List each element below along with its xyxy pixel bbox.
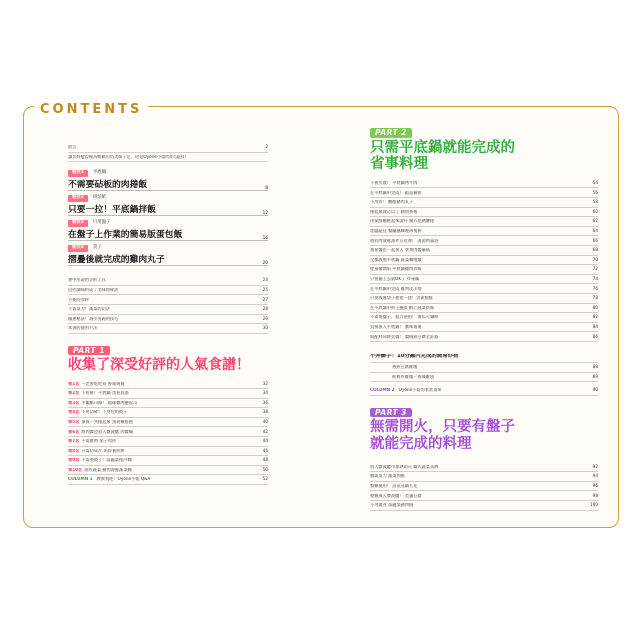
toc-entry-text [68, 391, 254, 395]
page-number: 40 [262, 418, 268, 424]
secret-tag: 秘技3 [68, 220, 88, 226]
recipe-title: 香煎豆腐雞塊 [392, 365, 418, 370]
recipe-row[interactable] [370, 236, 598, 246]
secret-tag: 秘技1 [68, 170, 88, 176]
rank-label: 第3名 [68, 400, 80, 405]
recipe-row[interactable] [370, 294, 598, 304]
column-label: COLUMN 1 [68, 477, 93, 482]
page-number: 88 [592, 364, 598, 370]
ranking-row[interactable] [68, 379, 268, 389]
page-number: 94 [592, 473, 598, 479]
misc-row[interactable] [68, 305, 268, 315]
page-number: 92 [592, 463, 598, 469]
recipe-row[interactable] [370, 256, 598, 266]
toc-entry-text [370, 306, 584, 310]
misc-row[interactable] [68, 286, 268, 296]
misc-row[interactable] [68, 295, 268, 305]
misc-row[interactable] [68, 324, 268, 334]
recipe-title: 只需切成片 馬鈴薯煎餅 [81, 448, 125, 453]
rank-label: 第10名 [68, 467, 83, 472]
misc-row[interactable] [68, 315, 268, 325]
ranking-row[interactable] [68, 418, 268, 428]
part2-title [370, 140, 598, 173]
recipe-title: 油炸蔬菜 豬肉海鮮蔬菜麵 [84, 467, 132, 472]
part1-list [68, 379, 268, 475]
recipe-row[interactable] [370, 208, 598, 218]
page-number: 96 [592, 482, 598, 488]
page-number: 100 [590, 502, 598, 508]
page-number: 28 [262, 306, 268, 312]
intro-row[interactable] [68, 143, 268, 153]
recipe-title: 捲起來就可以了 豬肉香捲 [370, 209, 418, 214]
page-number: 82 [592, 314, 598, 320]
secret-title [68, 203, 268, 216]
toc-entry-text [370, 287, 584, 291]
page-number: 52 [262, 476, 268, 482]
ranking-row[interactable] [68, 466, 268, 476]
toc-entry-text [370, 325, 584, 329]
toc-entry-text [370, 277, 584, 281]
page-number: 66 [592, 237, 598, 243]
toc-entry-text [370, 210, 584, 214]
secret-title [68, 178, 268, 191]
recipe-row[interactable] [370, 332, 598, 342]
part2-title-line: 只需平底鍋就能完成的 [370, 139, 515, 156]
misc-row[interactable] [68, 276, 268, 286]
recipe-title: 不需費時 茄子肉炒 [81, 439, 117, 444]
toc-entry-text [68, 298, 254, 302]
toc-entry-text [68, 307, 254, 311]
recipe-row[interactable] [370, 491, 598, 501]
intro-text: 前言 [68, 145, 77, 150]
recipe-title: 不需菜刀！蔬菜的切法 [68, 307, 110, 312]
recipe-row[interactable] [370, 246, 598, 256]
recipe-row[interactable] [370, 275, 598, 285]
fried-recipe-row[interactable] [370, 363, 598, 373]
rank-label: 第2名 [68, 391, 80, 396]
ranking-row[interactable] [68, 437, 268, 447]
contents-title: CONTENTS [34, 102, 148, 117]
page-number: 72 [592, 266, 598, 272]
recipe-title: 在平底鍋中完成！ 絕品豬排 [370, 190, 422, 195]
page-number: 80 [592, 304, 598, 310]
recipe-title: 話題絕佳 餐廳風咖哩薄煲拼 [370, 229, 422, 233]
part2-header [370, 128, 598, 173]
recipe-title: 不需要盤子，超方便的！ 南瓜可樂餅 [370, 315, 439, 320]
page-number: 42 [262, 428, 268, 434]
toc-entry-text [370, 248, 584, 252]
recipe-title: 用保鮮膜捲起來就好 豬五花豬腰捲 [370, 219, 435, 224]
part3-title-line: 就能完成的料理 [370, 435, 472, 452]
recipe-row[interactable] [370, 179, 598, 189]
rank-label: 第1名 [68, 381, 80, 386]
part1-header [68, 346, 268, 374]
page-number: 74 [592, 275, 598, 281]
toc-entry-text [370, 503, 584, 507]
recipe-row[interactable] [370, 313, 598, 323]
recipe-title: 與配料同時烹調！ 醬燒油豆腐全針菇 [370, 334, 439, 339]
page-number: 24 [262, 277, 268, 283]
toc-entry-text [370, 229, 584, 233]
recipe-row[interactable] [370, 482, 598, 492]
page-number: 78 [592, 295, 598, 301]
recipe-title: 全都放進平底鍋 蔬菜咖哩燉 [370, 257, 422, 262]
intro-row[interactable] [68, 153, 268, 163]
page-number: 64 [592, 228, 598, 233]
recipe-title: 本書的使用方法 [68, 326, 98, 331]
recipe-row[interactable] [370, 501, 598, 511]
fried-recipe-row[interactable] [370, 373, 598, 383]
page-number: 30 [262, 325, 268, 331]
page-number: 36 [262, 399, 268, 405]
toc-entry-text [68, 288, 254, 292]
rank-label: 第6名 [68, 429, 80, 434]
recipe-title: 方便的食材 [68, 297, 89, 302]
secret-category: 袋子 [92, 245, 102, 251]
toc-entry-text [370, 258, 584, 262]
page-number: 56 [592, 189, 598, 195]
rank-label: 第9名 [68, 458, 80, 463]
recipe-title: 將肉醬也放入微波爐 肉醬麵 [81, 429, 133, 434]
column-text: Oyone小姐的家常菜單 [398, 388, 442, 393]
ranking-row[interactable] [68, 389, 268, 399]
page-number: 68 [592, 247, 598, 253]
toc-entry-text [370, 315, 584, 319]
recipe-title: 書中出現的烹飪工具 [68, 278, 106, 283]
left-column [68, 143, 268, 485]
recipe-title: 一定要吃吃看 香菇燒賣 [81, 381, 125, 386]
page-number: 38 [262, 409, 268, 415]
secret-block[interactable] [68, 219, 268, 241]
page-number: 46 [262, 447, 268, 453]
secret-tag: 秘技2 [68, 195, 88, 201]
toc-entry-text [68, 317, 254, 321]
recipe-title: 整顆放入微波爐！ 蛋蘆豆腐 [370, 493, 422, 498]
page-number: 20 [262, 259, 268, 265]
recipe-row[interactable] [370, 265, 598, 275]
column1-row[interactable] [68, 475, 268, 485]
part3-title [370, 419, 598, 452]
recipe-title: 將絞肉放進油炸豆皮裡！ 湯湯肉福袋 [370, 238, 439, 243]
page-number: 50 [262, 466, 268, 472]
ranking-row[interactable] [68, 447, 268, 457]
toc-entry-text [68, 326, 254, 330]
recipe-title: 不用捲！平底鍋 蛋卷高湯 [81, 391, 129, 396]
column-text: 教教我吧！Oyone小姐 Q&A [96, 477, 151, 482]
toc-entry-text [392, 365, 584, 369]
part2-badge: PART 2 [370, 128, 412, 138]
part3-badge: PART 3 [370, 408, 412, 418]
ranking-row[interactable] [68, 427, 268, 437]
toc-entry-text [68, 468, 254, 472]
toc-entry-text [392, 375, 584, 379]
toc-entry-text [370, 465, 584, 469]
toc-entry-text [370, 474, 584, 478]
secret-block[interactable] [68, 244, 268, 266]
secret-block[interactable] [68, 194, 268, 216]
recipe-title: 在平底鍋中煎上鹽炙 蝦仁蔬菜炒飯 [370, 305, 435, 310]
secret-category: 只用盤子 [92, 220, 111, 226]
page-number: 29 [262, 315, 268, 321]
quick-fried-title-text: 不弄髒手！10分鐘內完成的簡易炸物 [370, 354, 459, 360]
recipe-title: 不用炸！ 糖醋豬肉丸子 [370, 200, 414, 205]
secret-header [68, 219, 268, 228]
recipe-title: 無需菜刀 蔬菜肉捲 [370, 474, 405, 479]
page-number: 60 [592, 208, 598, 214]
secret-category: 烘焙紙 [92, 195, 107, 201]
secret-tag: 秘技4 [68, 245, 88, 251]
recipe-row[interactable] [370, 472, 598, 482]
recipe-title: 不會失敗！ 平底鍋烤牛肉 [370, 181, 418, 186]
recipe-row[interactable] [370, 217, 598, 227]
toc-entry-text [370, 267, 584, 271]
toc-entry-text [370, 239, 584, 243]
secret-title-text: 不需要砧板的肉捲飯 [68, 180, 148, 191]
page-number: 12 [262, 209, 268, 215]
quick-fried-title[interactable] [370, 352, 598, 363]
secret-title [68, 228, 268, 241]
page-number: 62 [592, 218, 598, 224]
secret-header [68, 244, 268, 253]
toc-entry-text [370, 335, 584, 339]
rank-label: 第7名 [68, 439, 80, 444]
toc-entry-text [370, 484, 584, 488]
recipe-row[interactable] [370, 188, 598, 198]
secret-title-text: 在盤子上作業的簡易版蛋包飯 [68, 230, 183, 241]
secret-title-text: 只要一拉！平底鍋拌飯 [68, 205, 156, 216]
toc-entry-text [68, 410, 254, 414]
recipe-title: 只要放進袋子裡搓一搓！雲雀鮭鮭 [370, 296, 433, 301]
recipe-title: 不用切碎！不用包的餃子 [81, 410, 128, 415]
page-number: 76 [592, 285, 598, 291]
toc-entry-text [68, 278, 254, 282]
recipe-title: 放入微波爐中加熱即可 韓式蔬菜蒸餅 [370, 464, 439, 469]
toc-entry-text [68, 420, 254, 424]
recipe-title: 經典炸雞塊／香辣雞翅 [392, 374, 434, 379]
toc-entry-text [370, 191, 584, 195]
recipe-row[interactable] [370, 304, 598, 314]
recipe-title: 只要擺上去就OK了 炸蓮藕 [370, 276, 420, 281]
recipe-title: 不需要餃子！高麗菜捲冷麵 [81, 458, 132, 463]
secret-header [68, 194, 268, 203]
page-number: 89 [592, 373, 598, 379]
recipe-title: 直接放入平底鍋！ 蟹味番薯 [370, 324, 422, 329]
toc-entry-text [370, 219, 584, 223]
toc-entry-text [370, 181, 584, 185]
page-number: 16 [262, 234, 268, 240]
secret-header [68, 169, 268, 178]
secret-title-text: 摺疊後就完成的雞肉丸子 [68, 255, 165, 266]
recipe-title: 在平底鍋中完成 雞肉皮卡塔 [370, 286, 422, 291]
page-number: 44 [262, 438, 268, 444]
part3-list [370, 463, 598, 511]
recipe-row[interactable] [370, 198, 598, 208]
part1-badge: PART 1 [68, 346, 110, 356]
recipe-title: 手撕鯖司條！ 超絲雞肉鹽起司 [81, 400, 138, 405]
page-number: 27 [262, 296, 268, 302]
ranking-row[interactable] [68, 408, 268, 418]
secret-title [68, 253, 268, 266]
toc-entry-text [68, 401, 254, 405]
page-number: 58 [592, 199, 598, 205]
toc-entry-text [370, 200, 584, 204]
rank-label: 第5名 [68, 419, 80, 424]
ranking-row[interactable] [68, 399, 268, 409]
toc-entry-text [68, 439, 254, 443]
recipe-row[interactable] [370, 227, 598, 237]
column-label: COLUMN 2 [370, 388, 395, 393]
toc-entry-text [370, 296, 584, 300]
recipe-title: 不用做煮 高麗菜豬肉燒 [370, 503, 414, 508]
page-number: 32 [262, 380, 268, 386]
misc-list [68, 276, 268, 334]
part2-list [370, 179, 598, 342]
right-column [370, 128, 598, 511]
part1-title: 收集了深受好評的人氣食譜！ [68, 357, 250, 374]
rank-label: 第4名 [68, 410, 80, 415]
page-number: 54 [592, 180, 598, 186]
quick-fried-list [370, 363, 598, 382]
toc-entry-text [68, 430, 254, 434]
page-number: 70 [592, 256, 598, 262]
page-number: 2 [265, 144, 268, 150]
page-number: 34 [262, 390, 268, 396]
rank-label: 第8名 [68, 448, 80, 453]
toc-entry-text [370, 494, 584, 498]
page-number: 25 [262, 286, 268, 292]
secret-block[interactable] [68, 169, 268, 191]
toc-entry-text [68, 449, 254, 453]
recipe-row[interactable] [370, 323, 598, 333]
recipe-title: 爆速秘訣！減少洗碗的技巧 [68, 316, 119, 321]
recipe-title: 從預備開始 平底鍋雞肉拌飯 [370, 267, 422, 272]
page-number: 84 [592, 323, 598, 329]
page-number: 86 [592, 333, 598, 339]
recipe-title: 頂成一列捲起來 黑胡椒排捲 [81, 419, 133, 424]
part3-header [370, 408, 598, 453]
page-number: 48 [262, 457, 268, 463]
toc-entry-text [68, 382, 254, 386]
page-number: 8 [265, 184, 268, 190]
page-number: 90 [592, 387, 598, 393]
recipe-title: 番茄醬也一起加入 豪爽肉醬蘑菇 [370, 248, 430, 253]
recipe-title: 這些調味料成了美味的秘訣 [68, 287, 119, 292]
toc-entry-text [68, 458, 254, 462]
part2-title-line: 省事料理 [370, 156, 428, 173]
recipe-row[interactable] [370, 463, 598, 473]
intro-text: 讓烹飪變得極為輕鬆但仍美味十足，這是Oyone小姐的4大絕技！ [68, 154, 189, 159]
part3-title-line: 無需開火，只要有盤子 [370, 419, 515, 436]
column2-row[interactable] [370, 386, 598, 396]
secret-category: 平底鍋 [92, 170, 107, 176]
page-number: 98 [592, 492, 598, 498]
recipe-row[interactable] [370, 284, 598, 294]
ranking-row[interactable] [68, 456, 268, 466]
recipe-title: 整顆使用！ 蒸蒸蒸鍋五花 [370, 483, 418, 488]
